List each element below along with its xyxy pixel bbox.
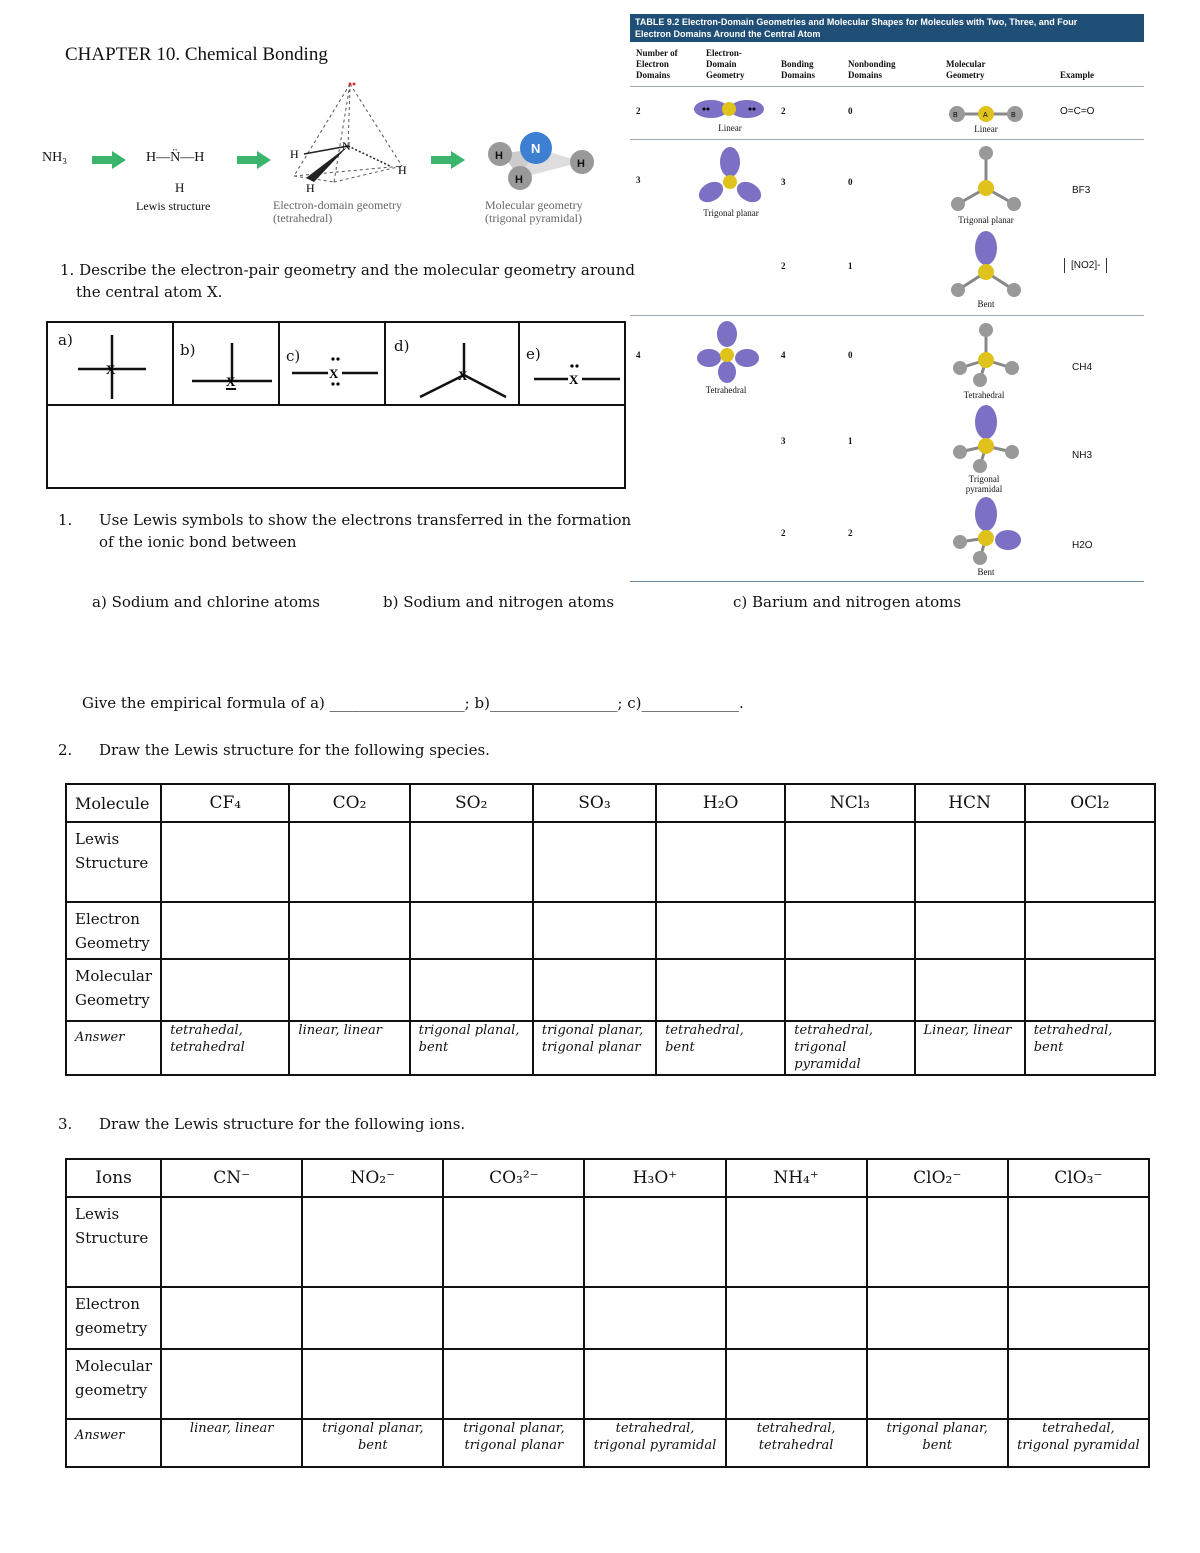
- table-rule: [630, 315, 1144, 316]
- answer-cell[interactable]: [785, 902, 914, 959]
- arrow-icon: [431, 150, 467, 170]
- h-atom-label: H: [495, 150, 503, 162]
- col-header: Molecular Geometry: [946, 59, 986, 80]
- edg-linear-figure: [694, 96, 764, 122]
- answer-text: trigonal planar, trigonal planar: [533, 1021, 656, 1075]
- answer-cell[interactable]: [302, 1287, 443, 1349]
- question-2-number: 2.: [58, 741, 73, 759]
- answer-cell[interactable]: [656, 959, 785, 1021]
- answer-cell[interactable]: [161, 822, 289, 902]
- col-header: Number of Electron Domains: [636, 48, 678, 80]
- answer-cell[interactable]: [867, 1287, 1008, 1349]
- mg-label: Bent: [977, 567, 995, 577]
- answer-cell[interactable]: [1025, 959, 1155, 1021]
- row-nonbonding: 0: [848, 106, 853, 116]
- row-bonding: 3: [781, 177, 786, 187]
- table-rule: [630, 581, 1144, 582]
- answer-cell[interactable]: [584, 1349, 725, 1419]
- answer-cell[interactable]: [289, 959, 409, 1021]
- geometry-cell-a: [48, 323, 174, 404]
- col-header: Bonding Domains: [781, 59, 816, 80]
- question-ionic: [99, 509, 631, 553]
- geometry-cell-e: [520, 323, 622, 404]
- table-9-2-title: [630, 14, 1144, 42]
- answer-cell[interactable]: [289, 902, 409, 959]
- answer-cell[interactable]: [443, 1349, 584, 1419]
- row-bonding: 4: [781, 350, 786, 360]
- answer-cell[interactable]: [533, 822, 656, 902]
- mg-tetrahedral-figure: [950, 322, 1022, 390]
- answer-text: trigonal planar, trigonal planar: [443, 1419, 584, 1467]
- row-label: Lewis Structure: [66, 822, 161, 902]
- answer-cell[interactable]: [161, 959, 289, 1021]
- answer-cell[interactable]: [656, 902, 785, 959]
- row-label: Electron Geometry: [66, 902, 161, 959]
- geometry-cell-b: [174, 323, 280, 404]
- example-nh3: NH3: [1072, 450, 1093, 461]
- x-atom: X: [329, 366, 339, 381]
- answer-cell[interactable]: [584, 1197, 725, 1287]
- header-cell: ClO₂⁻: [867, 1159, 1008, 1197]
- answer-cell[interactable]: [161, 1287, 302, 1349]
- answer-cell[interactable]: [410, 822, 533, 902]
- header-cell: CF₄: [161, 784, 289, 822]
- b-atom: B: [1011, 112, 1016, 119]
- answer-cell[interactable]: [726, 1287, 867, 1349]
- mg-bent-figure: [948, 230, 1024, 298]
- geometry-cell-d: [386, 323, 520, 404]
- question-ionic-number: 1.: [58, 511, 73, 529]
- arrow-icon: [237, 150, 273, 170]
- h-atom-label: H: [515, 174, 523, 186]
- n-atom-label: N: [342, 139, 351, 153]
- example-bf3: BF3: [1072, 185, 1091, 196]
- question-2-text: Draw the Lewis structure for the following species.: [99, 741, 490, 759]
- question-text: Use Lewis symbols to show the electrons transferred in the formation: [99, 511, 632, 529]
- answer-cell[interactable]: [656, 822, 785, 902]
- answer-cell[interactable]: [161, 902, 289, 959]
- h-atom-label: H: [290, 147, 299, 161]
- answer-cell[interactable]: [726, 1197, 867, 1287]
- question-text: 1. Describe the electron-pair geometry and the molecular geometry around: [60, 261, 635, 279]
- answer-cell[interactable]: [302, 1197, 443, 1287]
- row-nonbonding: 1: [848, 261, 853, 271]
- edg-trigonal-planar-figure: [697, 146, 763, 208]
- table-title-line: TABLE 9.2 Electron-Domain Geometries and Molecular Shapes for Molecules with Two, Three, and Four: [635, 17, 1078, 27]
- answer-cell[interactable]: [410, 902, 533, 959]
- row-nonbonding: 0: [848, 350, 853, 360]
- answer-text: trigonal planar, bent: [867, 1419, 1008, 1467]
- question-text: the central atom X.: [76, 283, 223, 301]
- answer-cell[interactable]: [1025, 822, 1155, 902]
- mg-label: Bent: [977, 299, 995, 309]
- edg-caption-line: (tetrahedral): [273, 211, 333, 225]
- answer-cell[interactable]: [915, 902, 1025, 959]
- arrow-icon: [92, 150, 128, 170]
- ions-table: [65, 1158, 1150, 1468]
- table-rule: [630, 139, 1144, 140]
- mg-trigonal-planar-figure: [948, 144, 1024, 214]
- nh3-formula: NH₃: [42, 150, 68, 165]
- empirical-formula-prompt: Give the empirical formula of a) __________________; b)_________________; c)_____________.: [82, 694, 744, 712]
- answer-text: tetrahedral, tetrahedral: [726, 1419, 867, 1467]
- mg-label: Linear: [974, 124, 998, 134]
- answer-text: trigonal planal, bent: [410, 1021, 533, 1075]
- chapter-title: CHAPTER 10. Chemical Bonding: [65, 44, 328, 65]
- edg-label: Linear: [718, 123, 742, 133]
- table-title-line: Electron Domains Around the Central Atom: [635, 29, 821, 39]
- answer-cell[interactable]: [785, 959, 914, 1021]
- cell-label: b): [180, 341, 196, 359]
- question-text: of the ionic bond between: [99, 533, 297, 551]
- answer-cell[interactable]: [410, 959, 533, 1021]
- example-co2: O=C=O: [1060, 106, 1095, 117]
- nh3-lewis-bottom: H: [175, 180, 185, 195]
- answer-cell[interactable]: [915, 959, 1025, 1021]
- x-atom: X: [569, 372, 579, 387]
- answer-cell[interactable]: [785, 822, 914, 902]
- row-label: Answer: [66, 1419, 161, 1467]
- answer-text: tetrahedal, tetrahedral: [161, 1021, 289, 1075]
- cell-label: c): [286, 347, 301, 365]
- row-nonbonding: 0: [848, 177, 853, 187]
- header-cell: ClO₃⁻: [1008, 1159, 1149, 1197]
- mg-bent-tetrahedral-figure: [950, 496, 1022, 566]
- x-atom: X: [458, 368, 468, 383]
- lewis-structure-label: Lewis structure: [136, 199, 211, 213]
- row-label: Molecular Geometry: [66, 959, 161, 1021]
- divider: [48, 404, 624, 406]
- answer-cell[interactable]: [289, 822, 409, 902]
- header-cell: CO₃²⁻: [443, 1159, 584, 1197]
- ammonia-ball-model: [486, 132, 606, 194]
- mg-caption-line: Molecular geometry: [485, 198, 583, 212]
- example-ch4: CH4: [1072, 362, 1093, 373]
- mg-linear-figure: [948, 104, 1024, 124]
- answer-cell[interactable]: [584, 1287, 725, 1349]
- answer-cell[interactable]: [726, 1349, 867, 1419]
- answer-text: tetrahedral, bent: [1025, 1021, 1155, 1075]
- answer-text: tetrahedral, trigonal pyramidal: [785, 1021, 914, 1075]
- mg-trigonal-pyramidal-figure: [950, 404, 1022, 474]
- row-label: Molecular geometry: [66, 1349, 161, 1419]
- header-cell: HCN: [915, 784, 1025, 822]
- b-atom: B: [953, 112, 958, 119]
- example-h2o: H2O: [1072, 540, 1093, 551]
- x-atom: X: [226, 374, 236, 389]
- ionic-part-a: a) Sodium and chlorine atoms: [92, 593, 320, 611]
- edg-label: Trigonal planar: [703, 208, 759, 218]
- h-atom-label: H: [398, 163, 407, 177]
- header-cell: NCl₃: [785, 784, 914, 822]
- n-atom-label: N: [531, 141, 541, 156]
- answer-cell[interactable]: [915, 822, 1025, 902]
- edg-caption-line: Electron-domain geometry: [273, 198, 402, 212]
- table-9-2: [630, 14, 1144, 42]
- ionic-part-b: b) Sodium and nitrogen atoms: [383, 593, 615, 611]
- row-bonding: 2: [781, 528, 786, 538]
- row-domains: 2: [636, 106, 641, 116]
- mg-caption-line: (trigonal pyramidal): [485, 211, 582, 225]
- header-cell: CN⁻: [161, 1159, 302, 1197]
- answer-cell[interactable]: [1008, 1197, 1149, 1287]
- answer-text: linear, linear: [289, 1021, 409, 1075]
- answer-text: linear, linear: [161, 1419, 302, 1467]
- header-cell: Molecule: [66, 784, 161, 822]
- ionic-part-c: c) Barium and nitrogen atoms: [733, 593, 962, 611]
- x-atom: X: [106, 362, 116, 377]
- row-nonbonding: 1: [848, 436, 853, 446]
- table-rule: [630, 86, 1144, 87]
- a-atom: A: [983, 112, 988, 119]
- answer-cell[interactable]: [867, 1197, 1008, 1287]
- answer-cell[interactable]: [533, 959, 656, 1021]
- mg-label: Trigonal planar: [958, 215, 1014, 225]
- header-cell: OCl₂: [1025, 784, 1155, 822]
- geometry-box-table: [46, 321, 626, 489]
- mg-label: Tetrahedral: [963, 390, 1005, 400]
- answer-cell[interactable]: [443, 1197, 584, 1287]
- answer-text: trigonal planar, bent: [302, 1419, 443, 1467]
- header-cell: NH₄⁺: [726, 1159, 867, 1197]
- row-label: Answer: [66, 1021, 161, 1075]
- nh3-lewis-top: H—N̈—H: [146, 150, 205, 165]
- header-cell: NO₂⁻: [302, 1159, 443, 1197]
- header-cell: H₃O⁺: [584, 1159, 725, 1197]
- cell-label: d): [394, 337, 410, 355]
- answer-cell[interactable]: [867, 1349, 1008, 1419]
- answer-text: tetrahedral, trigonal pyramidal: [584, 1419, 725, 1467]
- answer-cell[interactable]: [533, 902, 656, 959]
- answer-cell[interactable]: [443, 1287, 584, 1349]
- h-atom-label: H: [306, 181, 315, 195]
- col-header: Example: [1060, 70, 1095, 80]
- example-no2: [NO2]-: [1064, 258, 1107, 273]
- answer-text: Linear, linear: [915, 1021, 1025, 1075]
- edg-caption: [273, 199, 402, 225]
- mg-label: Trigonal pyramidal: [965, 474, 1003, 494]
- header-cell: Ions: [66, 1159, 161, 1197]
- edg-tetrahedral-figure: [697, 320, 761, 384]
- mg-caption: [485, 199, 583, 225]
- answer-cell[interactable]: [1008, 1287, 1149, 1349]
- cell-label: a): [58, 331, 73, 349]
- col-header: Electron-Domain Geometry: [706, 48, 745, 80]
- row-bonding: 3: [781, 436, 786, 446]
- row-label: Electron geometry: [66, 1287, 161, 1349]
- h-atom-label: H: [577, 158, 585, 170]
- answer-cell[interactable]: [161, 1197, 302, 1287]
- geometry-cell-c: [280, 323, 386, 404]
- row-label: Lewis Structure: [66, 1197, 161, 1287]
- cell-label: e): [526, 345, 541, 363]
- row-nonbonding: 2: [848, 528, 853, 538]
- header-cell: CO₂: [289, 784, 409, 822]
- edg-label: Tetrahedral: [705, 385, 747, 395]
- answer-cell[interactable]: [161, 1349, 302, 1419]
- question-3-text: Draw the Lewis structure for the following ions.: [99, 1115, 466, 1133]
- row-bonding: 2: [781, 106, 786, 116]
- answer-cell[interactable]: [1025, 902, 1155, 959]
- answer-text: tetrahedral, bent: [656, 1021, 785, 1075]
- row-domains: 4: [636, 350, 641, 360]
- question-3-number: 3.: [58, 1115, 73, 1133]
- answer-cell[interactable]: [1008, 1349, 1149, 1419]
- row-bonding: 2: [781, 261, 786, 271]
- tetrahedral-geometry-figure: [280, 78, 420, 196]
- header-cell: H₂O: [656, 784, 785, 822]
- col-header: Nonbonding Domains: [848, 59, 896, 80]
- answer-cell[interactable]: [302, 1349, 443, 1419]
- header-cell: SO₃: [533, 784, 656, 822]
- row-domains: 3: [636, 175, 641, 185]
- species-table: [65, 783, 1156, 1076]
- header-cell: SO₂: [410, 784, 533, 822]
- question-geometry: [60, 259, 635, 303]
- answer-text: tetrahedal, trigonal pyramidal: [1008, 1419, 1149, 1467]
